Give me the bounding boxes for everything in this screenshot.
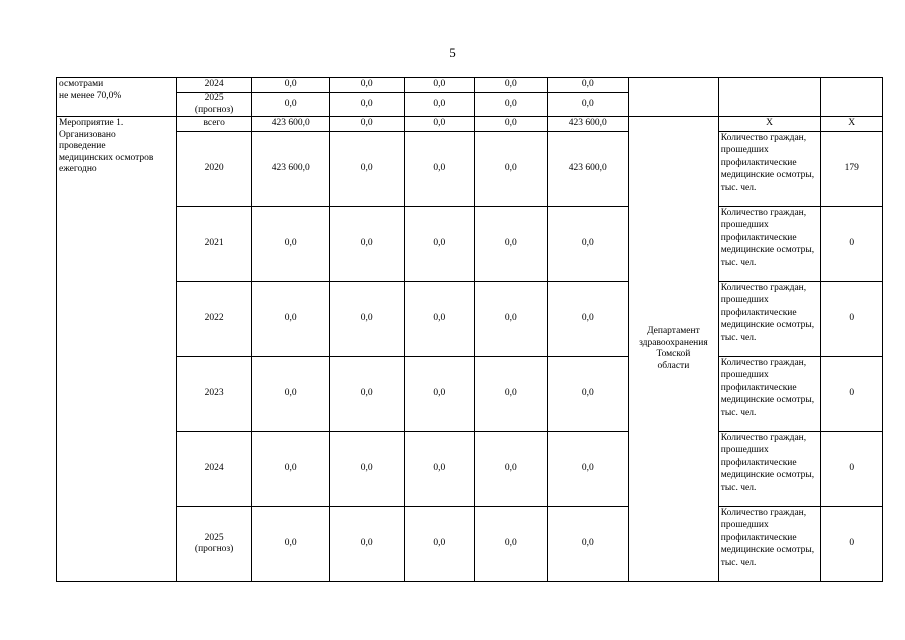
- amount-cell: 423 600,0: [547, 132, 629, 207]
- amount-cell: 0,0: [475, 282, 548, 357]
- indicator-value-cell: [821, 78, 883, 117]
- amount-cell: 0,0: [329, 207, 404, 282]
- year-cell: 2022: [176, 282, 252, 357]
- year-cell: 2024: [176, 78, 252, 93]
- year-cell: 2024: [176, 432, 252, 507]
- amount-cell: 0,0: [252, 432, 330, 507]
- indicator-value-cell: 0: [821, 432, 883, 507]
- amount-cell: 0,0: [404, 507, 475, 582]
- table-row: [57, 117, 883, 132]
- year-cell: 2021: [176, 207, 252, 282]
- amount-cell: 0,0: [329, 282, 404, 357]
- amount-cell: 0,0: [475, 132, 548, 207]
- executor-cell: Департамент здравоохранения Томской области: [629, 117, 719, 582]
- amount-cell: 0,0: [475, 357, 548, 432]
- amount-cell: 0,0: [329, 432, 404, 507]
- indicator-value-cell: 0: [821, 357, 883, 432]
- indicator-value-cell: 179: [821, 132, 883, 207]
- amount-cell: 423 600,0: [252, 117, 330, 132]
- amount-cell: 0,0: [329, 78, 404, 93]
- amount-cell: 0,0: [547, 357, 629, 432]
- table-row: [57, 282, 883, 357]
- indicator-cell: Количество граждан, прошедших профилактические медицинские осмотры, тыс. чел.: [718, 432, 821, 507]
- amount-cell: 0,0: [252, 282, 330, 357]
- amount-cell: 0,0: [252, 507, 330, 582]
- table-row: [57, 432, 883, 507]
- amount-cell: 0,0: [252, 78, 330, 93]
- amount-cell: 0,0: [475, 78, 548, 93]
- amount-cell: 0,0: [329, 132, 404, 207]
- amount-cell: 423 600,0: [547, 117, 629, 132]
- amount-cell: 0,0: [252, 207, 330, 282]
- program-table: [56, 77, 883, 582]
- amount-cell: 0,0: [404, 432, 475, 507]
- indicator-cell: Количество граждан, прошедших профилактические медицинские осмотры, тыс. чел.: [718, 357, 821, 432]
- amount-cell: 0,0: [547, 507, 629, 582]
- amount-cell: 423 600,0: [252, 132, 330, 207]
- amount-cell: 0,0: [252, 357, 330, 432]
- amount-cell: 0,0: [547, 207, 629, 282]
- executor-cell: [629, 78, 719, 117]
- year-cell: 2025 (прогноз): [176, 93, 252, 117]
- indicator-value-cell: 0: [821, 507, 883, 582]
- amount-cell: 0,0: [404, 207, 475, 282]
- indicator-cell: Количество граждан, прошедших профилактические медицинские осмотры, тыс. чел.: [718, 282, 821, 357]
- amount-cell: 0,0: [475, 432, 548, 507]
- amount-cell: 0,0: [329, 117, 404, 132]
- table-row: [57, 507, 883, 582]
- table-row: [57, 132, 883, 207]
- year-cell: всего: [176, 117, 252, 132]
- indicator-value-cell: Х: [821, 117, 883, 132]
- amount-cell: 0,0: [475, 207, 548, 282]
- amount-cell: 0,0: [329, 357, 404, 432]
- indicator-value-cell: 0: [821, 207, 883, 282]
- amount-cell: 0,0: [404, 132, 475, 207]
- year-cell: 2023: [176, 357, 252, 432]
- table-row: [57, 207, 883, 282]
- table-row: [57, 357, 883, 432]
- year-cell: 2025 (прогноз): [176, 507, 252, 582]
- amount-cell: 0,0: [547, 432, 629, 507]
- amount-cell: 0,0: [404, 282, 475, 357]
- indicator-cell: Х: [718, 117, 821, 132]
- indicator-cell: [718, 78, 821, 117]
- amount-cell: 0,0: [329, 507, 404, 582]
- amount-cell: 0,0: [475, 507, 548, 582]
- amount-cell: 0,0: [475, 117, 548, 132]
- amount-cell: 0,0: [404, 93, 475, 117]
- indicator-cell: Количество граждан, прошедших профилактические медицинские осмотры, тыс. чел.: [718, 207, 821, 282]
- page-number: 5: [449, 45, 456, 60]
- amount-cell: 0,0: [404, 78, 475, 93]
- amount-cell: 0,0: [475, 93, 548, 117]
- amount-cell: 0,0: [547, 78, 629, 93]
- amount-cell: 0,0: [252, 93, 330, 117]
- amount-cell: 0,0: [404, 357, 475, 432]
- table-row: [57, 78, 883, 93]
- indicator-value-cell: 0: [821, 282, 883, 357]
- measure-description-cell: Мероприятие 1. Организовано проведение медицинских осмотров ежегодно: [57, 117, 177, 582]
- goal-description-cell: осмотрами не менее 70,0%: [57, 78, 177, 117]
- amount-cell: 0,0: [404, 117, 475, 132]
- indicator-cell: Количество граждан, прошедших профилактические медицинские осмотры, тыс. чел.: [718, 132, 821, 207]
- year-cell: 2020: [176, 132, 252, 207]
- indicator-cell: Количество граждан, прошедших профилактические медицинские осмотры, тыс. чел.: [718, 507, 821, 582]
- amount-cell: 0,0: [329, 93, 404, 117]
- amount-cell: 0,0: [547, 93, 629, 117]
- amount-cell: 0,0: [547, 282, 629, 357]
